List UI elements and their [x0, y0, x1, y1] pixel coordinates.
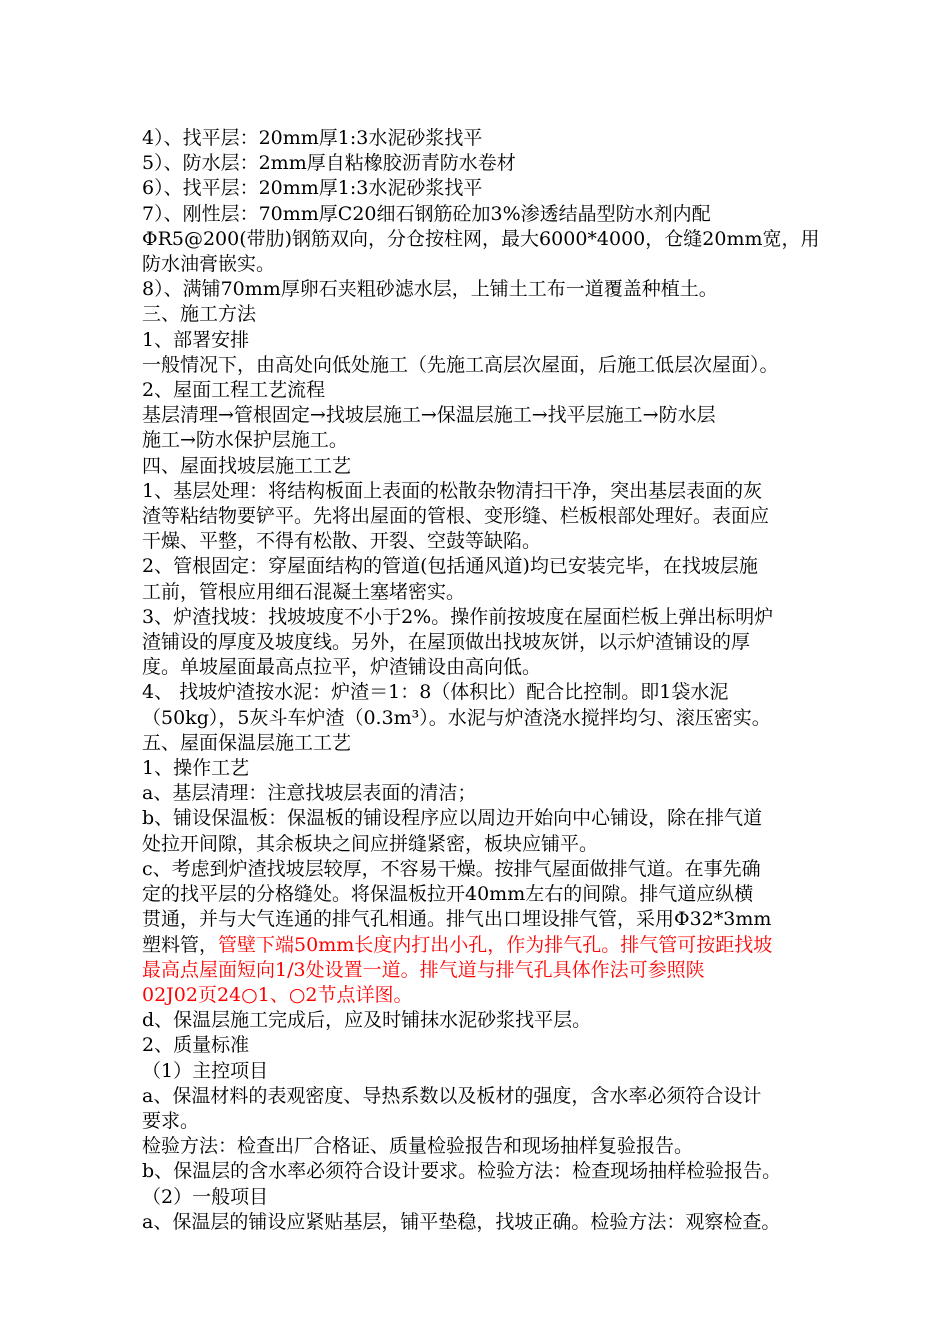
- text-line: 4、 找坡炉渣按水泥：炉渣＝1：8（体积比）配合比控制。即1袋水泥: [142, 681, 729, 704]
- text-line: 防水油膏嵌实。: [142, 253, 276, 276]
- text-line: ΦR5@200(带肋)钢筋双向，分仓按柱网，最大6000*4000，仓缝20mm宽，用: [142, 227, 820, 250]
- text-line: b、保温层的含水率必须符合设计要求。检验方法：检查现场抽样检验报告。: [142, 1160, 782, 1183]
- highlighted-text: 02J02页24○1、○2节点详图。: [142, 983, 413, 1006]
- text-line: 4）、找平层：20mm厚1:3水泥砂浆找平: [142, 127, 483, 149]
- subsection-heading: （1）主控项目: [142, 1059, 269, 1082]
- text-line: 定的找平层的分格缝处。将保温板拉开40mm左右的间隙。排气道应纵横: [142, 883, 754, 906]
- text-line: c、考虑到炉渣找坡层较厚，不容易干燥。按排气屋面做排气道。在事先确: [142, 857, 761, 880]
- text-line: b、铺设保温板：保温板的铺设程序应以周边开始向中心铺设，除在排气道: [142, 807, 763, 830]
- text-line: 3、炉渣找坡：找坡坡度不小于2%。操作前按坡度在屋面栏板上弹出标明炉: [142, 605, 774, 628]
- text-line: 6）、找平层：20mm厚1:3水泥砂浆找平: [142, 177, 483, 200]
- highlighted-text: 最高点屋面短向1/3处设置一道。排气道与排气孔具体作法可参照陕: [142, 958, 705, 981]
- text-line: 处拉开间隙，其余板块之间应拼缝紧密，板块应铺平。: [142, 832, 599, 855]
- subsection-heading: 2、质量标准: [142, 1034, 250, 1057]
- text-line: 工前，管根应用细石混凝土塞堵密实。: [142, 580, 466, 603]
- text-line: 基层清理→管根固定→找坡层施工→保温层施工→找平层施工→防水层: [142, 404, 716, 427]
- text-line: 一般情况下，由高处向低处施工（先施工高层次屋面，后施工低层次屋面）。: [142, 353, 779, 376]
- text-line: 2、管根固定：穿屋面结构的管道(包括通风道)均已安装完毕，在找坡层施: [142, 555, 758, 578]
- text-line: 渣等粘结物要铲平。先将出屋面的管根、变形缝、栏板根部处理好。表面应: [142, 505, 770, 528]
- section-heading: 三、施工方法: [142, 303, 257, 326]
- text-line: 8）、满铺70mm厚卵石夹粗砂滤水层，上铺土工布一道覆盖种植土。: [142, 278, 718, 301]
- section-heading: 四、屋面找坡层施工工艺: [142, 454, 352, 477]
- text-line: 干燥、平整，不得有松散、开裂、空鼓等缺陷。: [142, 530, 542, 553]
- subsection-heading: 1、部署安排: [142, 328, 250, 351]
- text-line: 1、基层处理：将结构板面上表面的松散杂物清扫干净，突出基层表面的灰: [142, 479, 763, 502]
- subsection-heading: 1、操作工艺: [142, 757, 250, 780]
- text-line: 度。单坡屋面最高点拉平，炉渣铺设由高向低。: [142, 656, 542, 679]
- text-line: 渣铺设的厚度及坡度线。另外，在屋顶做出找坡灰饼，以示炉渣铺设的厚: [142, 631, 751, 654]
- text-line: 检验方法：检查出厂合格证、质量检验报告和现场抽样复验报告。: [142, 1135, 694, 1158]
- text-segment: 塑料管，: [142, 933, 219, 956]
- text-line: 7）、刚性层：70mm厚C20细石钢筋砼加3%渗透结晶型防水剂内配: [142, 202, 711, 225]
- document-body: [142, 126, 862, 1235]
- text-line: 要求。: [142, 1109, 200, 1132]
- section-heading: 五、屋面保温层施工工艺: [142, 731, 352, 754]
- text-line: a、保温层的铺设应紧贴基层，铺平垫稳，找坡正确。检验方法：观察检查。: [142, 1210, 781, 1233]
- text-line: （50kg），5灰斗车炉渣（0.3m³）。水泥与炉渣浇水搅拌均匀、滚压密实。: [142, 706, 771, 729]
- text-line: d、保温层施工完成后，应及时铺抹水泥砂浆找平层。: [142, 1009, 592, 1032]
- text-line: a、基层清理：注意找坡层表面的清洁；: [142, 782, 477, 805]
- text-line: 贯通，并与大气连通的排气孔相通。排气出口埋设排气管，采用Φ32*3mm: [142, 908, 772, 931]
- highlighted-text: 管壁下端50mm长度内打出小孔，作为排气孔。排气管可按距找坡: [218, 933, 773, 956]
- text-line: 5）、防水层：2mm厚自粘橡胶沥青防水卷材: [142, 152, 516, 175]
- subsection-heading: （2）一般项目: [142, 1185, 269, 1208]
- text-line-mixed: [142, 933, 862, 958]
- text-line: a、保温材料的表观密度、导热系数以及板材的强度，含水率必须符合设计: [142, 1084, 762, 1107]
- subsection-heading: 2、屋面工程工艺流程: [142, 379, 326, 402]
- text-line: 施工→防水保护层施工。: [142, 429, 348, 452]
